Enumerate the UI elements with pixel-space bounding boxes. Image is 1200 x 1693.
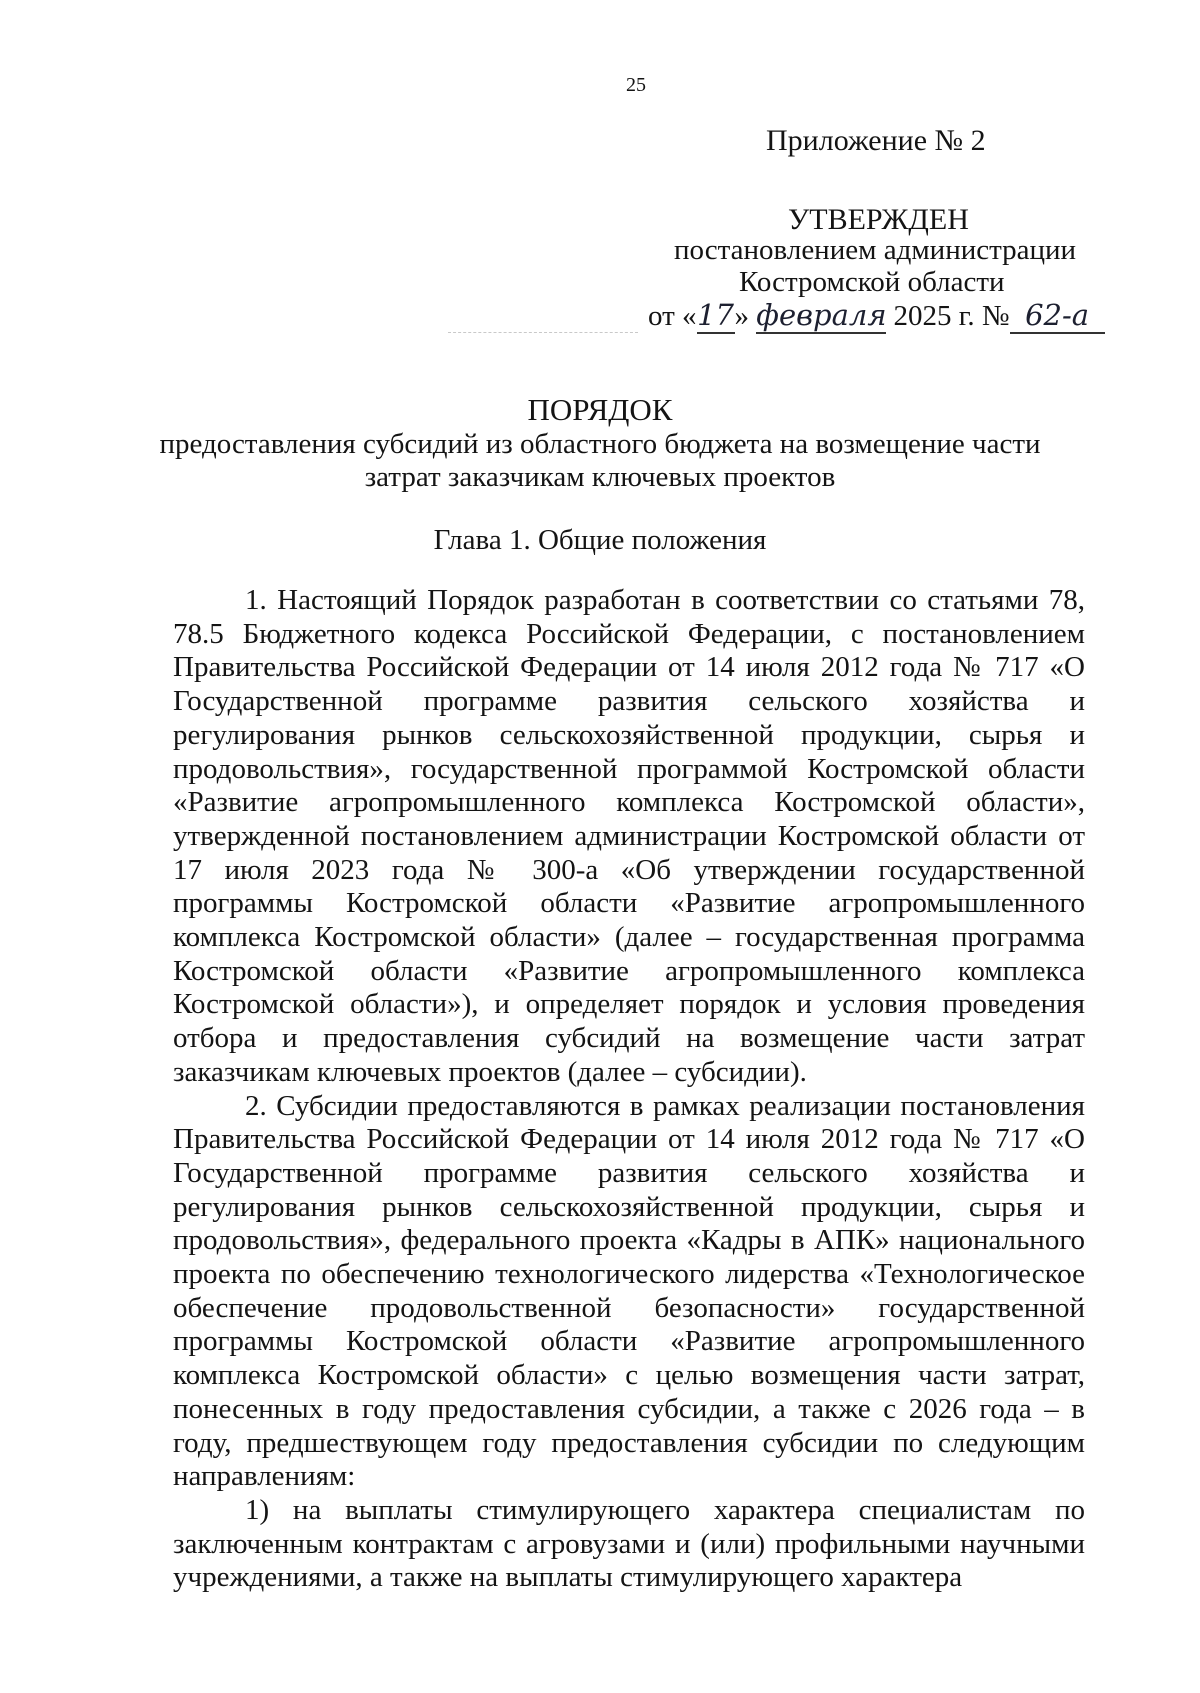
paragraph-1: 1. Настоящий Порядок разработан в соответствии со статьями 78, 78.5 Бюджетного кодекса Российской Федерации, с постановлением Правительства Российской Федерации от 14 июля 2012 года № 717 «О Государственной программе развития сельского хозяйства и регулирования рынков сельскохозяйственной продукции, сырья и продовольствия», государственной программой Костромской области «Развитие агропромышленного комплекса Костромской области», утвержденной постановлением администрации Костромской области от 17 июля 2023 года № 300-а «Об утверждении государственной программы Костромской области «Развитие агропромышленного комплекса Костромской области» (далее – государственная программа Костромской области «Развитие агропромышленного комплекса Костромской области»), и определяет порядок и условия проведения отбора и предоставления субсидий на возмещение части затрат заказчикам ключевых проектов (далее – субсидии). [173,584,1085,1088]
handwritten-month: февраля [756,298,887,332]
approved-stamp-heading: УТВЕРЖДЕН [788,203,969,236]
handwritten-number: 62-а [1010,298,1105,334]
decree-date-line [648,298,1105,334]
date-mid: » [734,300,750,332]
document-title: ПОРЯДОК [527,392,673,427]
scan-artifact-line [448,332,638,333]
date-prefix: от « [648,300,697,332]
handwritten-day: 17 [697,298,734,332]
paragraph-3: 1) на выплаты стимулирующего характера специалистам по заключенным контрактам с агровузами и (или) профильными научными учреждениями, а также на выплаты стимулирующего характера [173,1493,1085,1594]
body-text [173,584,1085,1595]
date-year: 2025 г. № [893,300,1010,332]
page-number: 25 [626,74,646,96]
paragraph-2: 2. Субсидии предоставляются в рамках реализации постановления Правительства Российской Федерации от 14 июля 2012 года № 717 «О Государственной программе развития сельского хозяйства и регулирования рынков сельскохозяйственной продукции, сырья и продовольствия», федерального проекта «Кадры в АПК» национального проекта по обеспечению технологического лидерства «Технологическое обеспечение продовольственной безопасности» государственной программы Костромской области «Развитие агропромышленного комплекса Костромской области» с целью возмещения части затрат, понесенных в году предоставления субсидии, а также с 2026 года – в году, предшествующем году предоставления субсидии по следующим направлениям: [173,1089,1085,1493]
decree-line-2: Костромской области [739,266,1005,298]
decree-line-1: постановлением администрации [674,234,1077,266]
chapter-heading: Глава 1. Общие положения [433,524,767,556]
appendix-label: Приложение № 2 [766,124,986,157]
document-subtitle: предоставления субсидий из областного бюджета на возмещение части затрат заказчикам ключевых проектов [159,428,1041,493]
